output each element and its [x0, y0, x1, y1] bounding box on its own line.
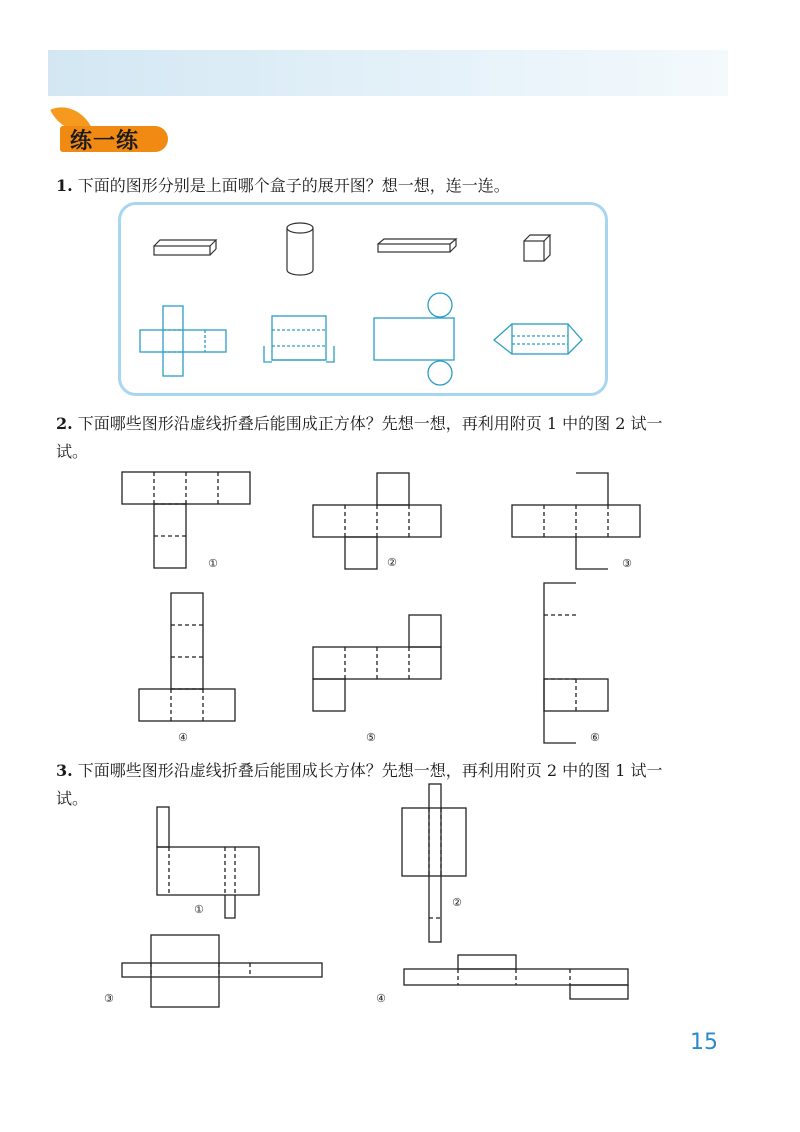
q2-net-4 — [139, 593, 235, 721]
cylinder-icon — [287, 223, 313, 275]
q3-label-2: ② — [452, 896, 462, 909]
q1-nets — [140, 293, 582, 385]
q2-net-1 — [122, 472, 250, 568]
q3-nets — [122, 784, 628, 1007]
q2-label-3: ③ — [622, 557, 632, 570]
q2-labels — [178, 556, 632, 744]
q3-net-4 — [404, 955, 628, 999]
net-prism — [494, 324, 582, 354]
q2-net-5 — [313, 615, 441, 711]
q3-net-1 — [157, 807, 259, 918]
question-1-text: 下面的图形分别是上面哪个盒子的展开图？想一想，连一连。 — [77, 176, 510, 195]
q2-net-6 — [544, 583, 608, 743]
q3-net-2 — [402, 784, 466, 942]
long-box-icon — [154, 240, 216, 255]
net-cross — [140, 306, 226, 376]
question-3-number: 3. — [56, 761, 73, 780]
q2-label-1: ① — [208, 557, 218, 570]
q2-label-4: ④ — [178, 731, 188, 744]
q3-label-4: ④ — [376, 992, 386, 1005]
question-1-number: 1. — [56, 176, 73, 195]
cube-icon — [524, 235, 550, 261]
q2-net-3 — [512, 473, 640, 569]
q2-label-5: ⑤ — [366, 731, 376, 744]
section-title: 练一练 — [70, 129, 140, 154]
q3-labels — [104, 896, 462, 1005]
q2-label-2: ② — [387, 556, 397, 569]
net-cylinder — [374, 293, 454, 385]
q3-net-3 — [122, 935, 322, 1007]
question-3-text: 下面哪些图形沿虚线折叠后能围成长方体？先想一想，再利用附页 2 中的图 1 试一试。 — [56, 761, 663, 808]
q3-label-1: ① — [194, 903, 204, 916]
prism-icon — [378, 239, 456, 252]
q1-boxes — [154, 223, 550, 275]
q2-label-6: ⑥ — [590, 731, 600, 744]
q3-label-3: ③ — [104, 992, 114, 1005]
q2-net-2 — [313, 473, 441, 569]
q2-nets — [122, 472, 640, 743]
question-2-number: 2. — [56, 414, 73, 433]
net-open-box — [264, 316, 334, 362]
question-2-text: 下面哪些图形沿虚线折叠后能围成正方体？先想一想，再利用附页 1 中的图 2 试一试。 — [56, 414, 663, 461]
page-number: 15 — [690, 1030, 718, 1055]
